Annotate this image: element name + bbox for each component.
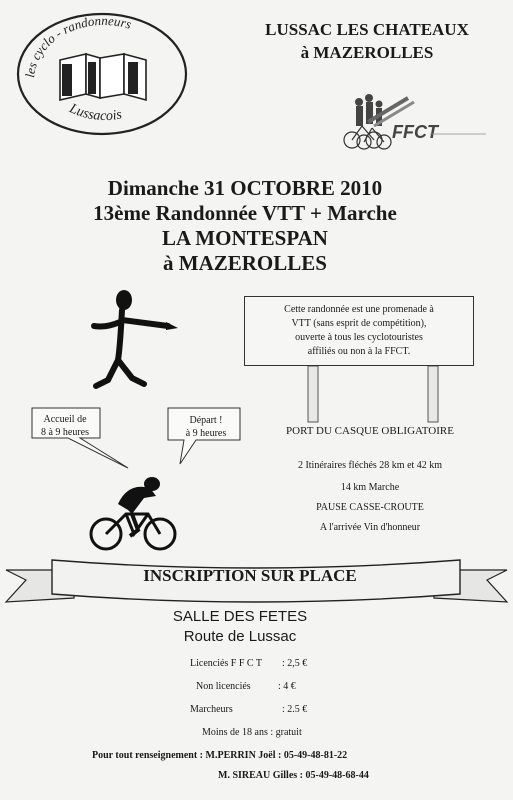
- price-value: : 4 €: [278, 681, 296, 692]
- header-line2: à MAZEROLLES: [300, 43, 434, 62]
- svg-text:Lussacois: [66, 101, 124, 124]
- welcome-bubble: [34, 413, 96, 439]
- price-row: [196, 681, 436, 692]
- price-label: Non licenciés: [196, 681, 251, 692]
- contact-line-1: [92, 750, 492, 761]
- routes-info: 2 Itinéraires fléchés 28 km et 42 km: [297, 460, 443, 471]
- contact-phone: : 05-49-48-81-22: [278, 750, 348, 761]
- bubble-line: 8 à 9 heures: [40, 427, 90, 438]
- bubble-line: Accueil de: [43, 414, 87, 425]
- price-value: : 2,5 €: [282, 658, 308, 669]
- price-row: [190, 704, 430, 715]
- helmet-notice: PORT DU CASQUE OBLIGATOIRE: [286, 425, 454, 437]
- stick-figure-icon: [80, 288, 180, 398]
- registration-banner: [4, 556, 509, 616]
- start-bubble: [172, 414, 240, 440]
- price-row: [202, 727, 442, 738]
- contact-line-2: [218, 770, 498, 781]
- sign-line: ouverte à tous les cyclotouristes: [295, 332, 423, 343]
- venue-address: Route de Lussac: [183, 628, 297, 645]
- logo-text-bottom: Lussacois: [67, 101, 124, 125]
- event-route: LA MONTESPAN: [162, 226, 328, 250]
- contact-name: M. SIREAU Gilles: [218, 770, 298, 781]
- contact-intro: Pour tout renseignement :: [92, 750, 204, 761]
- bubble-line: à 9 heures: [185, 428, 227, 439]
- sign-line: Cette randonnée est une promenade à: [284, 304, 434, 315]
- event-name: 13ème Randonnée VTT + Marche: [93, 201, 397, 225]
- price-label: Moins de 18 ans: [202, 727, 268, 738]
- sign-text: [244, 296, 474, 366]
- cyclists-icon: [344, 126, 391, 149]
- event-place: à MAZEROLLES: [163, 251, 327, 275]
- banner-text: INSCRIPTION SUR PLACE: [143, 566, 357, 585]
- event-date: Dimanche 31 OCTOBRE 2010: [107, 176, 383, 200]
- price-label: Licenciés F F C T: [190, 658, 263, 669]
- pause-info: PAUSE CASSE-CROUTE: [316, 502, 424, 513]
- sign-line: affiliés ou non à la FFCT.: [307, 346, 411, 357]
- sign-line: VTT (sans esprit de compétition),: [291, 318, 427, 329]
- contact-phone: : 05-49-48-68-44: [299, 770, 369, 781]
- price-value: : gratuit: [270, 727, 302, 738]
- contact-name: M.PERRIN Joël: [205, 750, 276, 761]
- ffct-logo: [338, 92, 488, 154]
- club-logo: [12, 8, 192, 138]
- price-value: : 2.5 €: [282, 704, 308, 715]
- organizer-title: [232, 18, 502, 64]
- price-row: [190, 658, 430, 669]
- bubble-line: Départ !: [189, 415, 223, 426]
- ffct-label: FFCT: [392, 122, 438, 142]
- price-label: Marcheurs: [190, 704, 233, 715]
- cyclist-icon: [88, 474, 178, 554]
- header-line1: LUSSAC LES CHATEAUX: [265, 20, 469, 39]
- arrival-info: A l'arrivée Vin d'honneur: [319, 522, 421, 533]
- logo-text-top: les cyclo - randonneurs: [22, 12, 134, 79]
- venue-name: SALLE DES FETES: [172, 608, 308, 625]
- signboard-panel: [238, 292, 480, 372]
- event-title: [30, 176, 460, 276]
- walk-info: 14 km Marche: [340, 482, 400, 493]
